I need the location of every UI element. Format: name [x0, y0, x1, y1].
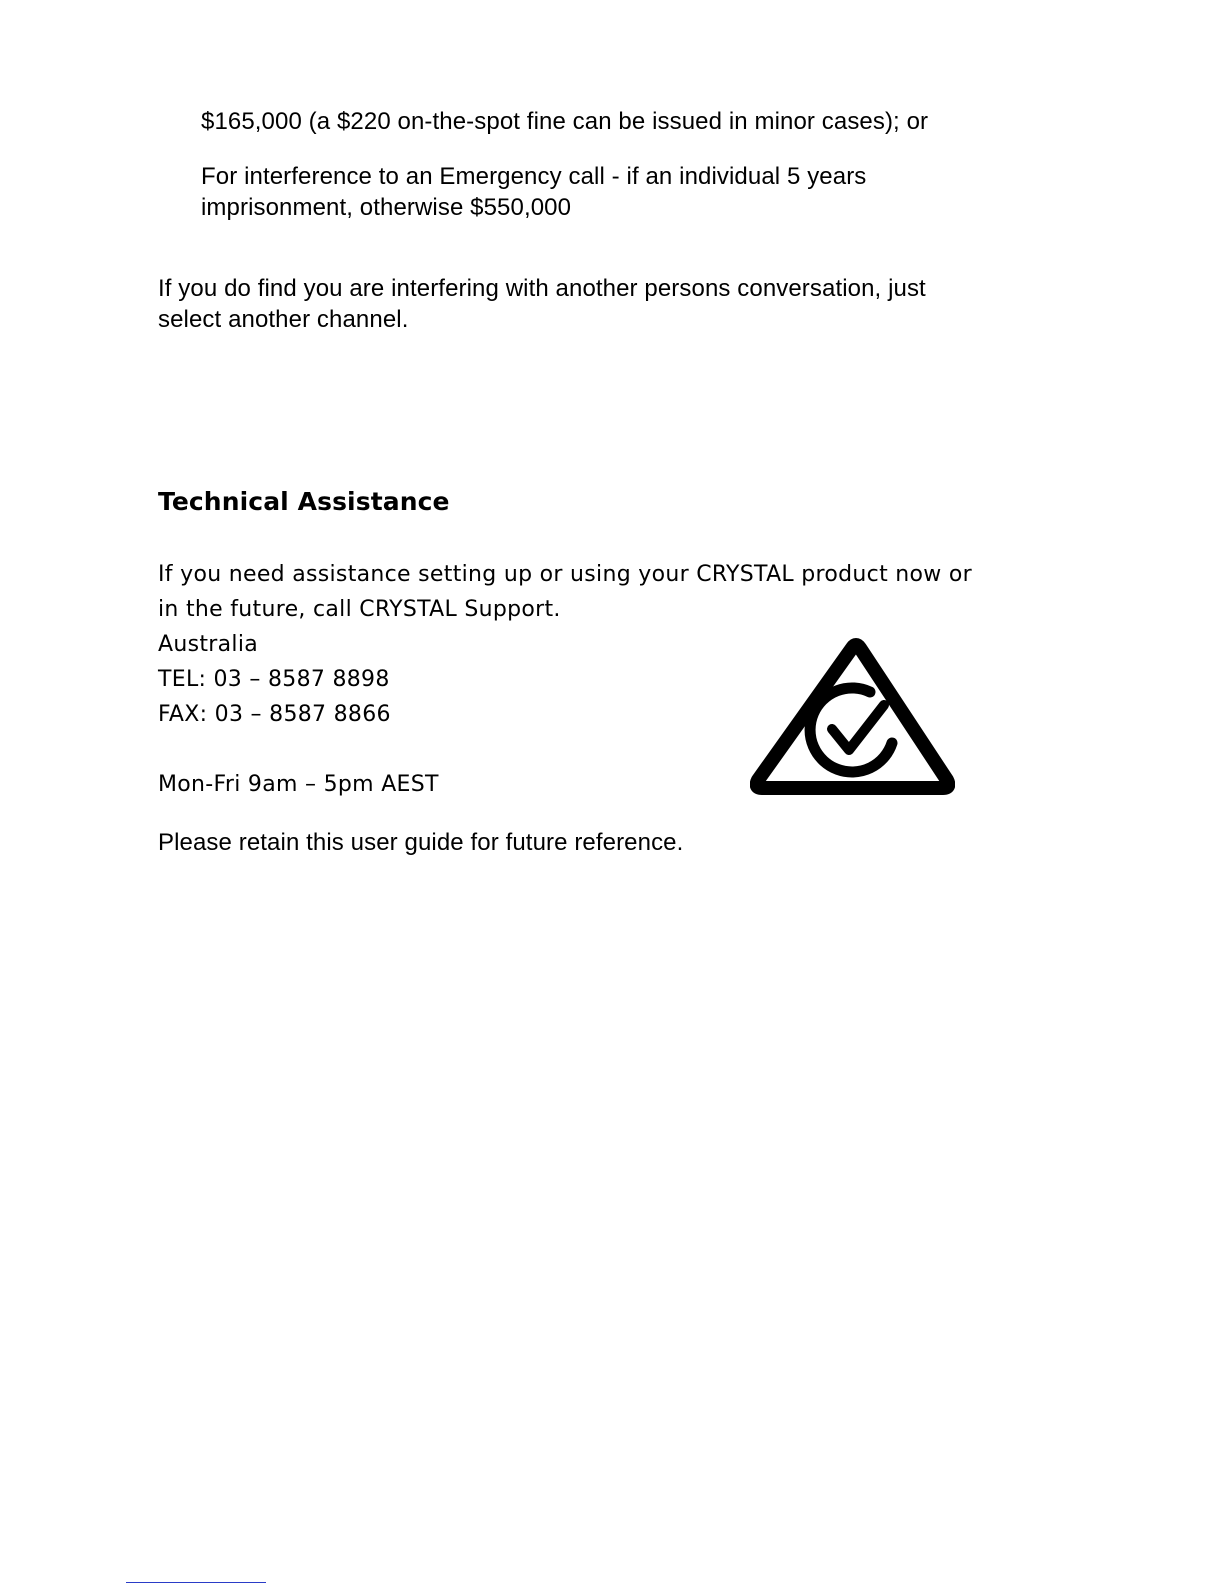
retain-guide-note: Please retain this user guide for future reference. — [158, 829, 684, 856]
penalty-emergency-text-line-2: imprisonment, otherwise $550,000 — [201, 194, 572, 221]
interference-note-line-1: If you do find you are interfering with another persons conversation, just — [158, 275, 926, 302]
support-fax: FAX: 03 – 8587 8866 — [158, 702, 391, 727]
assistance-intro-line-2: in the future, call CRYSTAL Support. — [158, 597, 561, 622]
technical-assistance-heading: Technical Assistance — [158, 487, 450, 516]
support-telephone: TEL: 03 – 8587 8898 — [158, 667, 390, 692]
footnote-separator-rule — [126, 1582, 266, 1583]
assistance-intro-line-1: If you need assistance setting up or using your CRYSTAL product now or — [158, 562, 972, 587]
support-hours: Mon-Fri 9am – 5pm AEST — [158, 772, 439, 797]
penalty-fine-text: $165,000 (a $220 on-the-spot fine can be issued in minor cases); or — [201, 108, 929, 135]
interference-note-line-2: select another channel. — [158, 306, 409, 333]
rcm-compliance-icon — [750, 638, 955, 796]
support-country: Australia — [158, 632, 259, 657]
penalty-emergency-text-line-1: For interference to an Emergency call - if an individual 5 years — [201, 163, 867, 190]
